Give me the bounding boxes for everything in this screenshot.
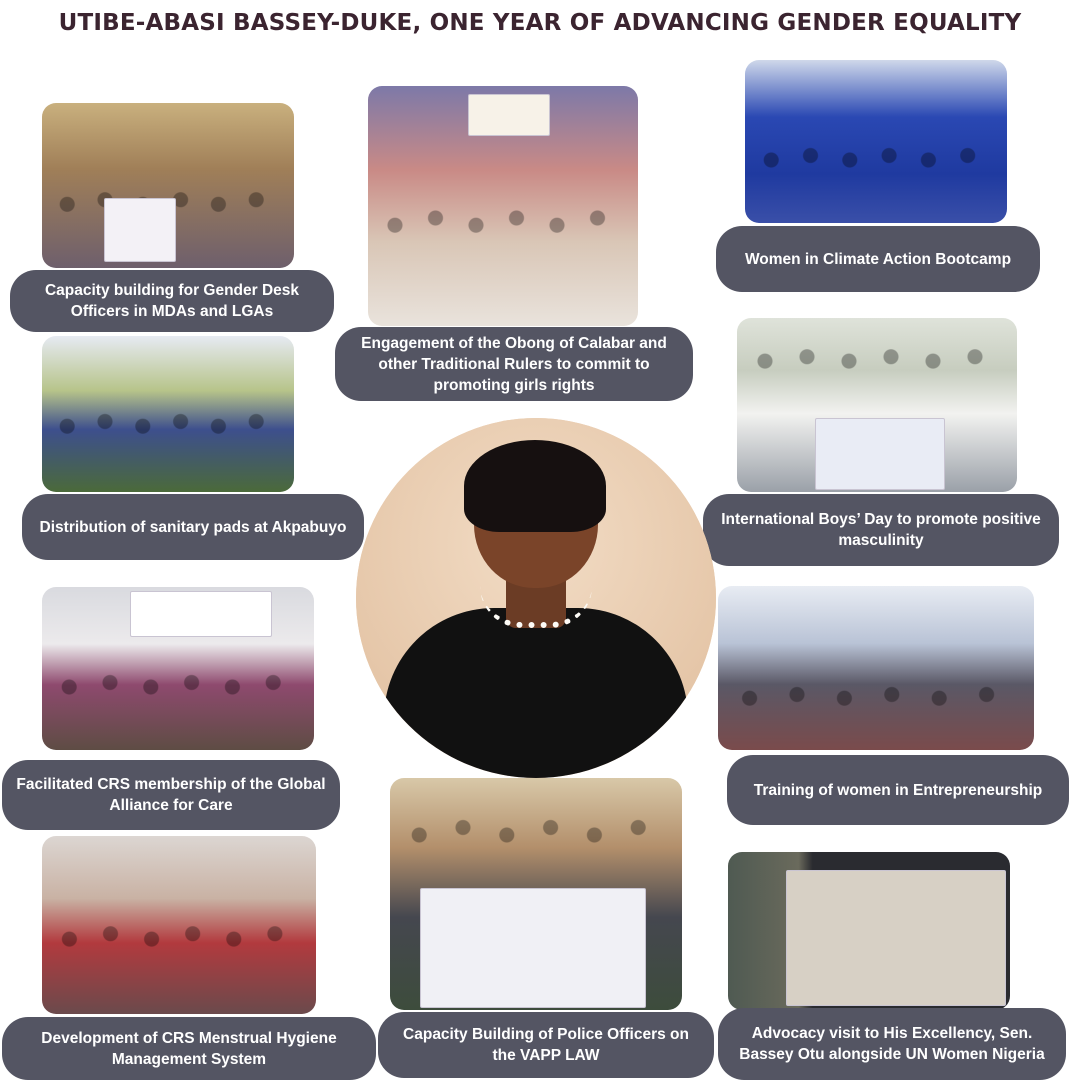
caption-climate-action: Women in Climate Action Bootcamp [716, 226, 1040, 292]
caption-police-officers: Capacity Building of Police Officers on the VAPP LAW [378, 1012, 714, 1078]
caption-boys-day: International Boys’ Day to promote positive masculinity [703, 494, 1059, 566]
caption-gender-desk-officers: Capacity building for Gender Desk Officers in MDAs and LGAs [10, 270, 334, 332]
photo-entrepreneurship [718, 586, 1034, 750]
page-title: UTIBE-ABASI BASSEY-DUKE, ONE YEAR OF ADVANCING GENDER EQUALITY [58, 10, 1022, 36]
caption-advocacy-visit: Advocacy visit to His Excellency, Sen. Bassey Otu alongside UN Women Nigeria [718, 1008, 1066, 1080]
caption-sanitary-pads: Distribution of sanitary pads at Akpabuyo [22, 494, 364, 560]
photo-gender-desk-officers [42, 103, 294, 268]
caption-entrepreneurship: Training of women in Entrepreneurship [727, 755, 1069, 825]
photo-police-officers [390, 778, 682, 1010]
photo-sanitary-pads [42, 336, 294, 492]
caption-traditional-rulers: Engagement of the Obong of Calabar and other Traditional Rulers to commit to promoting girls rights [335, 327, 693, 401]
photo-menstrual-hygiene [42, 836, 316, 1014]
photo-traditional-rulers [368, 86, 638, 326]
photo-advocacy-visit [728, 852, 1010, 1010]
photo-global-alliance [42, 587, 314, 750]
photo-boys-day [737, 318, 1017, 492]
caption-menstrual-hygiene: Development of CRS Menstrual Hygiene Management System [2, 1017, 376, 1080]
caption-global-alliance: Facilitated CRS membership of the Global Alliance for Care [2, 760, 340, 830]
portrait-photo [356, 418, 716, 778]
photo-climate-action [745, 60, 1007, 223]
